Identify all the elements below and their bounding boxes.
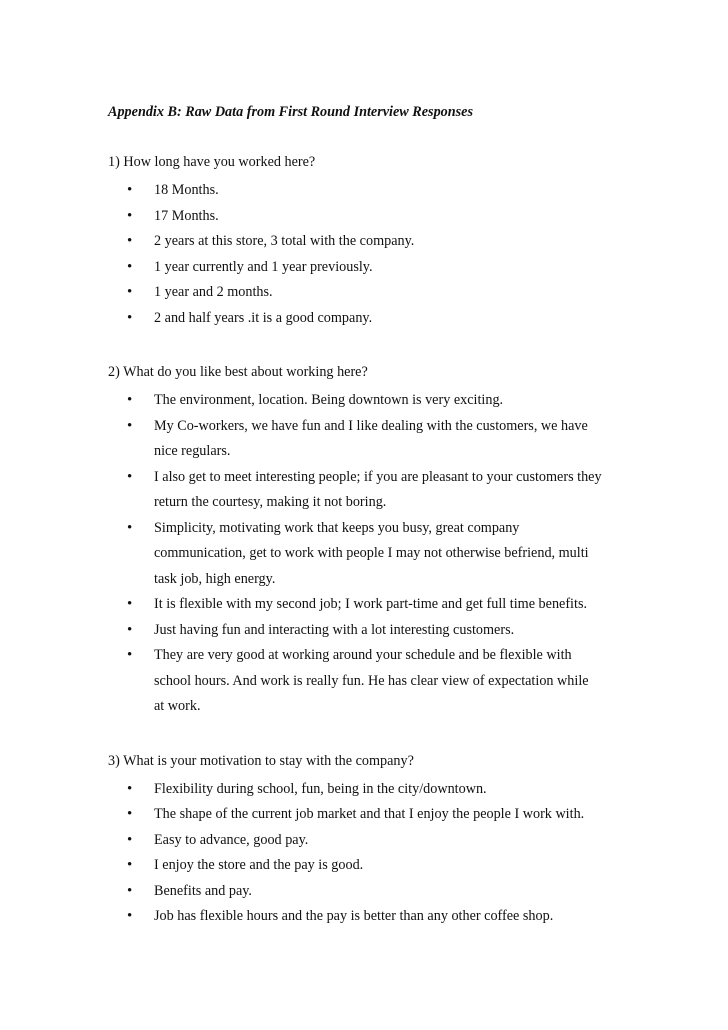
answer-item: • Simplicity, motivating work that keeps you busy, great company communication, get to work with people I may not otherwise befriend, multi task job, high energy. bbox=[108, 516, 648, 593]
answer-item: • 1 year currently and 1 year previously. bbox=[108, 255, 648, 281]
question-heading: 2) What do you like best about working here? bbox=[108, 364, 368, 380]
question-section-3 bbox=[108, 753, 648, 930]
question-heading: 1) How long have you worked here? bbox=[108, 154, 316, 170]
answer-list bbox=[108, 388, 648, 720]
answer-list bbox=[108, 178, 648, 331]
question-section-1 bbox=[108, 154, 648, 331]
question-section-2 bbox=[108, 364, 648, 720]
appendix-title: Appendix B: Raw Data from First Round Interview Responses bbox=[108, 104, 473, 120]
answer-item: • 2 years at this store, 3 total with the company. bbox=[108, 229, 648, 255]
answer-list bbox=[108, 777, 648, 930]
answer-item: • It is flexible with my second job; I work part-time and get full time benefits. bbox=[108, 592, 648, 618]
answer-item: • I also get to meet interesting people; if you are pleasant to your customers they return the courtesy, making it not boring. bbox=[108, 465, 648, 516]
answer-item: • 17 Months. bbox=[108, 204, 648, 230]
answer-item: • I enjoy the store and the pay is good. bbox=[108, 853, 648, 879]
document-page bbox=[108, 104, 648, 930]
answer-item: • The environment, location. Being downtown is very exciting. bbox=[108, 388, 648, 414]
answer-item: • Job has flexible hours and the pay is better than any other coffee shop. bbox=[108, 904, 648, 930]
answer-item: • My Co-workers, we have fun and I like dealing with the customers, we have nice regulars. bbox=[108, 414, 648, 465]
answer-item: • 18 Months. bbox=[108, 178, 648, 204]
answer-item: • 1 year and 2 months. bbox=[108, 280, 648, 306]
answer-item: • Easy to advance, good pay. bbox=[108, 828, 648, 854]
question-heading: 3) What is your motivation to stay with the company? bbox=[108, 752, 414, 769]
answer-item: • Just having fun and interacting with a lot interesting customers. bbox=[108, 618, 648, 644]
answer-item: • Flexibility during school, fun, being in the city/downtown. bbox=[108, 777, 648, 803]
answer-item: • Benefits and pay. bbox=[108, 879, 648, 905]
answer-item: • 2 and half years .it is a good company. bbox=[108, 306, 648, 332]
answer-item: • The shape of the current job market and that I enjoy the people I work with. bbox=[108, 802, 648, 828]
answer-item: • They are very good at working around your schedule and be flexible with school hours. And work is really fun. He has clear view of expectation while at work. bbox=[108, 643, 648, 720]
